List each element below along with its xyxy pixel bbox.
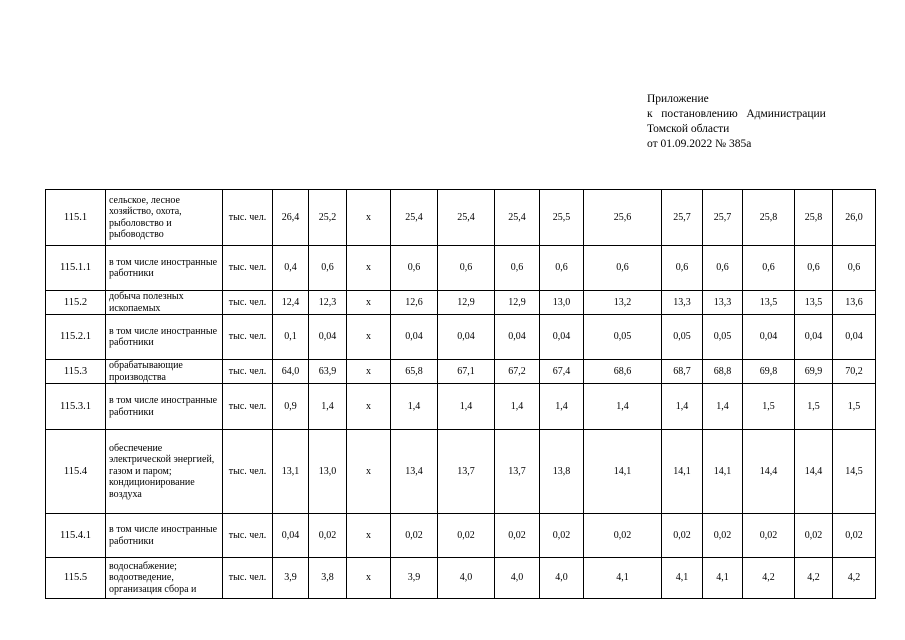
value-cell: 0,05 — [584, 315, 662, 360]
value-cell: x — [347, 384, 391, 430]
value-cell: 0,04 — [833, 315, 876, 360]
value-cell: x — [347, 315, 391, 360]
value-cell: 25,2 — [309, 190, 347, 246]
value-cell: 1,4 — [391, 384, 438, 430]
row-code: 115.1 — [46, 190, 106, 246]
value-cell: 25,8 — [743, 190, 795, 246]
table-row — [46, 384, 876, 430]
value-cell: 12,3 — [309, 291, 347, 315]
value-cell: 4,0 — [495, 558, 540, 599]
value-cell: 26,4 — [273, 190, 309, 246]
value-cell: 0,04 — [495, 315, 540, 360]
value-cell: 4,2 — [833, 558, 876, 599]
annex-line-date: от 01.09.2022 № 385а — [647, 138, 752, 150]
row-unit: тыс. чел. — [223, 246, 273, 291]
table-row — [46, 291, 876, 315]
value-cell: 0,02 — [309, 514, 347, 558]
value-cell: 0,1 — [273, 315, 309, 360]
value-cell: 1,5 — [743, 384, 795, 430]
row-code: 115.2.1 — [46, 315, 106, 360]
value-cell: 0,02 — [438, 514, 495, 558]
value-cell: 0,6 — [662, 246, 703, 291]
value-cell: 70,2 — [833, 360, 876, 384]
value-cell: 68,7 — [662, 360, 703, 384]
value-cell: 4,1 — [584, 558, 662, 599]
value-cell: 0,02 — [833, 514, 876, 558]
value-cell: 13,7 — [438, 430, 495, 514]
table-row — [46, 430, 876, 514]
row-name: в том числе иностранные работники — [106, 384, 223, 430]
row-name: водоснабжение; водоотведение, организация сбора и — [106, 558, 223, 599]
table-body — [46, 190, 876, 599]
value-cell: 63,9 — [309, 360, 347, 384]
value-cell: 12,6 — [391, 291, 438, 315]
value-cell: 1,5 — [833, 384, 876, 430]
value-cell: 0,05 — [662, 315, 703, 360]
value-cell: 0,02 — [703, 514, 743, 558]
value-cell: 69,8 — [743, 360, 795, 384]
value-cell: 0,05 — [703, 315, 743, 360]
annex-header — [647, 92, 826, 152]
value-cell: 25,8 — [795, 190, 833, 246]
value-cell: 13,5 — [743, 291, 795, 315]
table-row — [46, 514, 876, 558]
value-cell: 25,4 — [391, 190, 438, 246]
value-cell: 1,4 — [703, 384, 743, 430]
value-cell: 0,6 — [540, 246, 584, 291]
value-cell: 12,9 — [438, 291, 495, 315]
value-cell: 25,7 — [703, 190, 743, 246]
indicators-table — [45, 189, 876, 599]
value-cell: 25,5 — [540, 190, 584, 246]
value-cell: 13,5 — [795, 291, 833, 315]
value-cell: 1,4 — [309, 384, 347, 430]
value-cell: 13,0 — [540, 291, 584, 315]
value-cell: 4,2 — [795, 558, 833, 599]
value-cell: 4,1 — [662, 558, 703, 599]
value-cell: 26,0 — [833, 190, 876, 246]
value-cell: 13,3 — [662, 291, 703, 315]
value-cell: 67,1 — [438, 360, 495, 384]
value-cell: 25,7 — [662, 190, 703, 246]
value-cell: 4,2 — [743, 558, 795, 599]
row-code: 115.5 — [46, 558, 106, 599]
row-code: 115.1.1 — [46, 246, 106, 291]
row-unit: тыс. чел. — [223, 190, 273, 246]
value-cell: x — [347, 291, 391, 315]
value-cell: 0,6 — [795, 246, 833, 291]
value-cell: 0,6 — [743, 246, 795, 291]
row-code: 115.4.1 — [46, 514, 106, 558]
row-name: обрабатывающие производства — [106, 360, 223, 384]
value-cell: 0,6 — [309, 246, 347, 291]
row-unit: тыс. чел. — [223, 514, 273, 558]
value-cell: 14,5 — [833, 430, 876, 514]
value-cell: 3,9 — [273, 558, 309, 599]
value-cell: 0,02 — [495, 514, 540, 558]
value-cell: 1,5 — [795, 384, 833, 430]
value-cell: 13,1 — [273, 430, 309, 514]
row-unit: тыс. чел. — [223, 315, 273, 360]
value-cell: 12,9 — [495, 291, 540, 315]
annex-line-region: Томской области — [647, 123, 730, 135]
row-code: 115.2 — [46, 291, 106, 315]
value-cell: 0,6 — [391, 246, 438, 291]
annex-line-resolution: к постановлению Администрации — [647, 108, 826, 120]
value-cell: x — [347, 430, 391, 514]
table-row — [46, 246, 876, 291]
value-cell: 0,02 — [540, 514, 584, 558]
value-cell: x — [347, 558, 391, 599]
value-cell: 25,4 — [438, 190, 495, 246]
value-cell: x — [347, 190, 391, 246]
row-code: 115.3.1 — [46, 384, 106, 430]
value-cell: 4,0 — [540, 558, 584, 599]
value-cell: 0,02 — [391, 514, 438, 558]
value-cell: 25,6 — [584, 190, 662, 246]
value-cell: 13,3 — [703, 291, 743, 315]
value-cell: 3,8 — [309, 558, 347, 599]
value-cell: 0,9 — [273, 384, 309, 430]
value-cell: 0,02 — [795, 514, 833, 558]
value-cell: 0,6 — [833, 246, 876, 291]
value-cell: 68,8 — [703, 360, 743, 384]
value-cell: 13,0 — [309, 430, 347, 514]
value-cell: x — [347, 246, 391, 291]
value-cell: 65,8 — [391, 360, 438, 384]
row-code: 115.4 — [46, 430, 106, 514]
table-row — [46, 360, 876, 384]
row-name: в том числе иностранные работники — [106, 246, 223, 291]
value-cell: 13,8 — [540, 430, 584, 514]
value-cell: 0,6 — [703, 246, 743, 291]
row-unit: тыс. чел. — [223, 558, 273, 599]
value-cell: x — [347, 360, 391, 384]
value-cell: 67,4 — [540, 360, 584, 384]
value-cell: 0,04 — [540, 315, 584, 360]
value-cell: 0,02 — [743, 514, 795, 558]
row-unit: тыс. чел. — [223, 360, 273, 384]
row-name: в том числе иностранные работники — [106, 514, 223, 558]
row-unit: тыс. чел. — [223, 291, 273, 315]
value-cell: 13,6 — [833, 291, 876, 315]
value-cell: 69,9 — [795, 360, 833, 384]
value-cell: 68,6 — [584, 360, 662, 384]
table-row — [46, 190, 876, 246]
value-cell: 0,6 — [495, 246, 540, 291]
table-row — [46, 558, 876, 599]
value-cell: 4,0 — [438, 558, 495, 599]
value-cell: 12,4 — [273, 291, 309, 315]
row-unit: тыс. чел. — [223, 430, 273, 514]
value-cell: 0,04 — [309, 315, 347, 360]
row-name: сельское, лесное хозяйство, охота, рыболовство и рыбоводство — [106, 190, 223, 246]
value-cell: 4,1 — [703, 558, 743, 599]
value-cell: 14,1 — [584, 430, 662, 514]
value-cell: 0,6 — [438, 246, 495, 291]
row-unit: тыс. чел. — [223, 384, 273, 430]
row-name: добыча полезных ископаемых — [106, 291, 223, 315]
value-cell: 0,4 — [273, 246, 309, 291]
value-cell: 0,04 — [795, 315, 833, 360]
annex-line-title: Приложение — [647, 93, 709, 105]
value-cell: 0,02 — [584, 514, 662, 558]
value-cell: 25,4 — [495, 190, 540, 246]
value-cell: 13,2 — [584, 291, 662, 315]
value-cell: 0,02 — [662, 514, 703, 558]
value-cell: 1,4 — [540, 384, 584, 430]
value-cell: 0,04 — [743, 315, 795, 360]
value-cell: 1,4 — [438, 384, 495, 430]
value-cell: 64,0 — [273, 360, 309, 384]
value-cell: x — [347, 514, 391, 558]
value-cell: 0,6 — [584, 246, 662, 291]
value-cell: 14,4 — [795, 430, 833, 514]
value-cell: 67,2 — [495, 360, 540, 384]
row-name: в том числе иностранные работники — [106, 315, 223, 360]
value-cell: 0,04 — [438, 315, 495, 360]
value-cell: 0,04 — [273, 514, 309, 558]
value-cell: 1,4 — [495, 384, 540, 430]
value-cell: 13,7 — [495, 430, 540, 514]
value-cell: 14,1 — [662, 430, 703, 514]
row-code: 115.3 — [46, 360, 106, 384]
value-cell: 13,4 — [391, 430, 438, 514]
value-cell: 14,4 — [743, 430, 795, 514]
value-cell: 0,04 — [391, 315, 438, 360]
value-cell: 1,4 — [662, 384, 703, 430]
table-row — [46, 315, 876, 360]
row-name: обеспечение электрической энергией, газом и паром; кондиционирование воздуха — [106, 430, 223, 514]
value-cell: 1,4 — [584, 384, 662, 430]
value-cell: 3,9 — [391, 558, 438, 599]
value-cell: 14,1 — [703, 430, 743, 514]
